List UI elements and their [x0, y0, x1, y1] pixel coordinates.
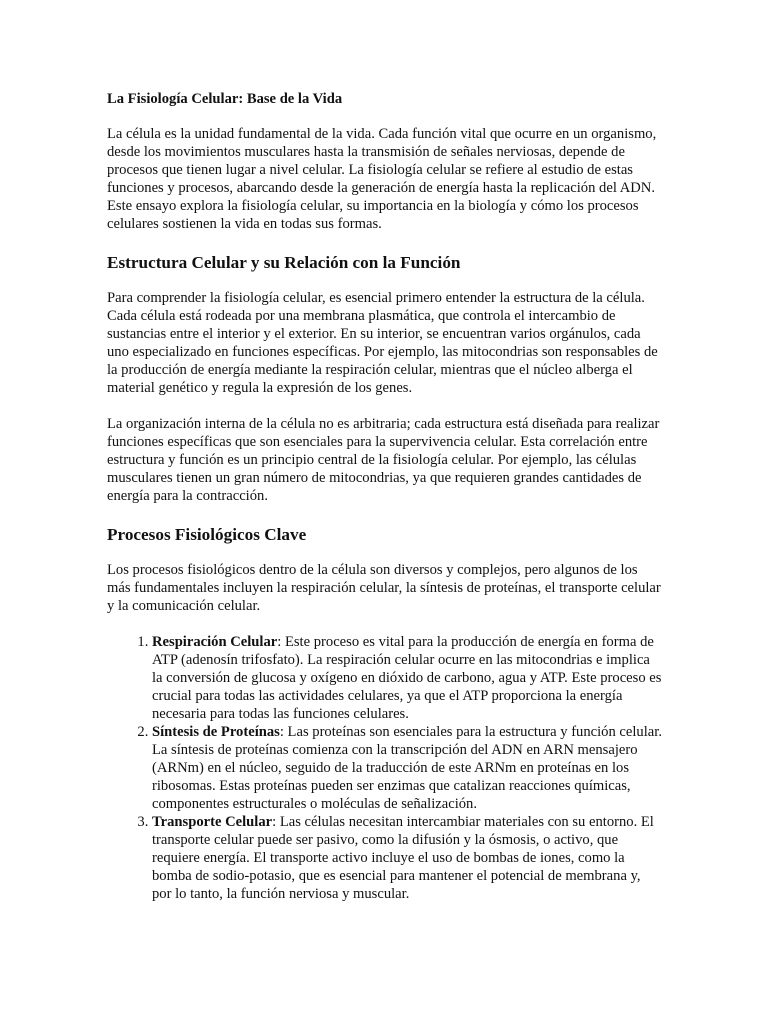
list-item-respiration	[152, 633, 663, 723]
structure-paragraph-1: Para comprender la fisiología celular, es esencial primero entender la estructura de la célula. Cada célula está rodeada por una membrana plasmática, que controla el intercambio de sustancias entre el interior y el exterior. En su interior, se encuentran varios orgánulos, cada uno especializado en funciones específicas. Por ejemplo, las mitocondrias son responsables de la producción de energía mediante la respiración celular, mientras que el núcleo alberga el material genético y regula la expresión de los genes.	[107, 290, 658, 396]
list-item-text: : Este proceso es vital para la producción de energía en forma de ATP (adenosín trifosfato). La respiración celular ocurre en las mitocondrias e implica la conversión de glucosa y oxígeno en dióxido de carbono, agua y ATP. Este proceso es crucial para todas las actividades celulares, ya que el ATP proporciona la energía necesaria para todas las funciones celulares.	[152, 634, 662, 722]
structure-paragraph-2: La organización interna de la célula no es arbitraria; cada estructura está diseñada para realizar funciones específicas que son esenciales para la supervivencia celular. Esta correlación entre estructura y función es un principio central de la fisiología celular. Por ejemplo, las células musculares tienen un gran número de mitocondrias, ya que requieren grandes cantidades de energía para la contracción.	[107, 416, 660, 504]
intro-paragraph: La célula es la unidad fundamental de la vida. Cada función vital que ocurre en un organismo, desde los movimientos musculares hasta la transmisión de señales nerviosas, depende de procesos que tienen lugar a nivel celular. La fisiología celular se refiere al estudio de estas funciones y procesos, abarcando desde la generación de energía hasta la replicación del ADN. Este ensayo explora la fisiología celular, su importancia en la biología y cómo los procesos celulares sostienen la vida en todas sus formas.	[107, 126, 657, 232]
list-item-text: : Las proteínas son esenciales para la estructura y función celular. La síntesis de proteínas comienza con la transcripción del ADN en ARN mensajero (ARNm) en el núcleo, seguido de la traducción de este ARNm en proteínas en los ribosomas. Estas proteínas pueden ser enzimas que catalizan reacciones químicas, componentes estructurales o moléculas de señalización.	[152, 724, 662, 812]
list-item-text: : Las células necesitan intercambiar materiales con su entorno. El transporte celular puede ser pasivo, como la difusión y la ósmosis, o activo, que requiere energía. El transporte activo incluye el uso de bombas de iones, como la bomba de sodio-potasio, que es esencial para mantener el potencial de membrana y, por lo tanto, la función nerviosa y muscular.	[152, 814, 654, 902]
document-title: La Fisiología Celular: Base de la Vida	[107, 91, 343, 107]
list-item-term: Transporte Celular	[152, 814, 273, 830]
list-item-term: Síntesis de Proteínas	[152, 724, 280, 740]
section-heading-processes: Procesos Fisiológicos Clave	[107, 525, 307, 544]
document-page	[107, 90, 663, 903]
list-item-protein-synthesis	[152, 723, 663, 813]
processes-list	[107, 633, 663, 903]
list-item-transport	[152, 813, 663, 903]
processes-paragraph: Los procesos fisiológicos dentro de la célula son diversos y complejos, pero algunos de los más fundamentales incluyen la respiración celular, la síntesis de proteínas, el transporte celular y la comunicación celular.	[107, 562, 661, 614]
list-item-term: Respiración Celular	[152, 634, 278, 650]
section-heading-structure: Estructura Celular y su Relación con la Función	[107, 253, 461, 272]
